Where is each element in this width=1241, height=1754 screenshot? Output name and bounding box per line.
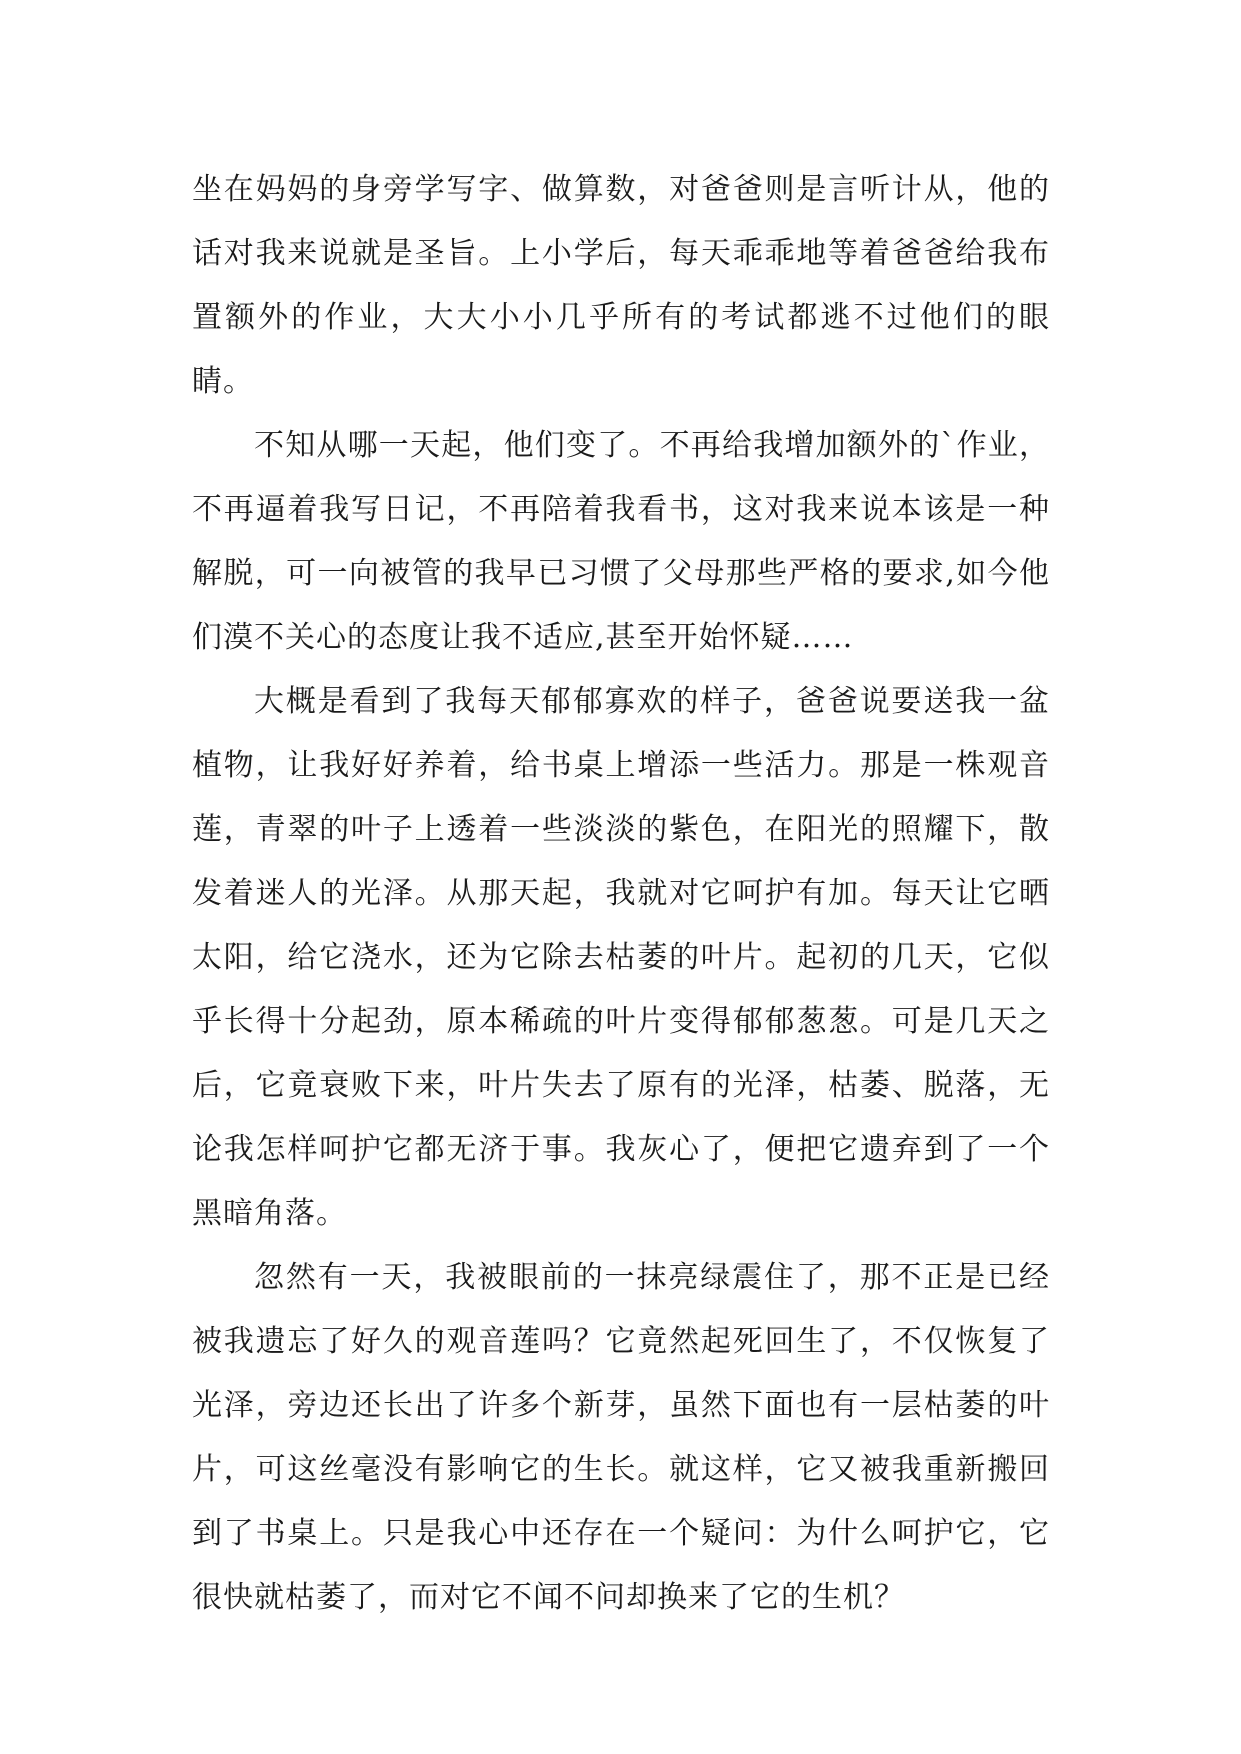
paragraph-1: 坐在妈妈的身旁学写字、做算数，对爸爸则是言听计从，他的话对我来说就是圣旨。上小学后，每天乖乖地等着爸爸给我布置额外的作业，大大小小几乎所有的考试都逃不过他们的眼睛。 [192, 172, 1050, 399]
essay-body [192, 158, 1050, 1630]
paragraph-4: 忽然有一天，我被眼前的一抹亮绿震住了，那不正是已经被我遗忘了好久的观音莲吗？它竟然起死回生了，不仅恢复了光泽，旁边还长出了许多个新芽，虽然下面也有一层枯萎的叶片，可这丝毫没有影响它的生长。就这样，它又被我重新搬回到了书桌上。只是我心中还存在一个疑问：为什么呵护它，它很快就枯萎了，而对它不闻不问却换来了它的生机？ [192, 1260, 1050, 1615]
paragraph-2: 不知从哪一天起，他们变了。不再给我增加额外的`作业，不再逼着我写日记，不再陪着我看书，这对我来说本该是一种解脱，可一向被管的我早已习惯了父母那些严格的要求,如今他们漠不关心的态度让我不适应,甚至开始怀疑…… [192, 428, 1050, 655]
paragraph-3: 大概是看到了我每天郁郁寡欢的样子，爸爸说要送我一盆植物，让我好好养着，给书桌上增添一些活力。那是一株观音莲，青翠的叶子上透着一些淡淡的紫色，在阳光的照耀下，散发着迷人的光泽。从那天起，我就对它呵护有加。每天让它晒太阳，给它浇水，还为它除去枯萎的叶片。起初的几天，它似乎长得十分起劲，原本稀疏的叶片变得郁郁葱葱。可是几天之后，它竟衰败下来，叶片失去了原有的光泽，枯萎、脱落，无论我怎样呵护它都无济于事。我灰心了，便把它遗弃到了一个黑暗角落。 [192, 684, 1050, 1231]
